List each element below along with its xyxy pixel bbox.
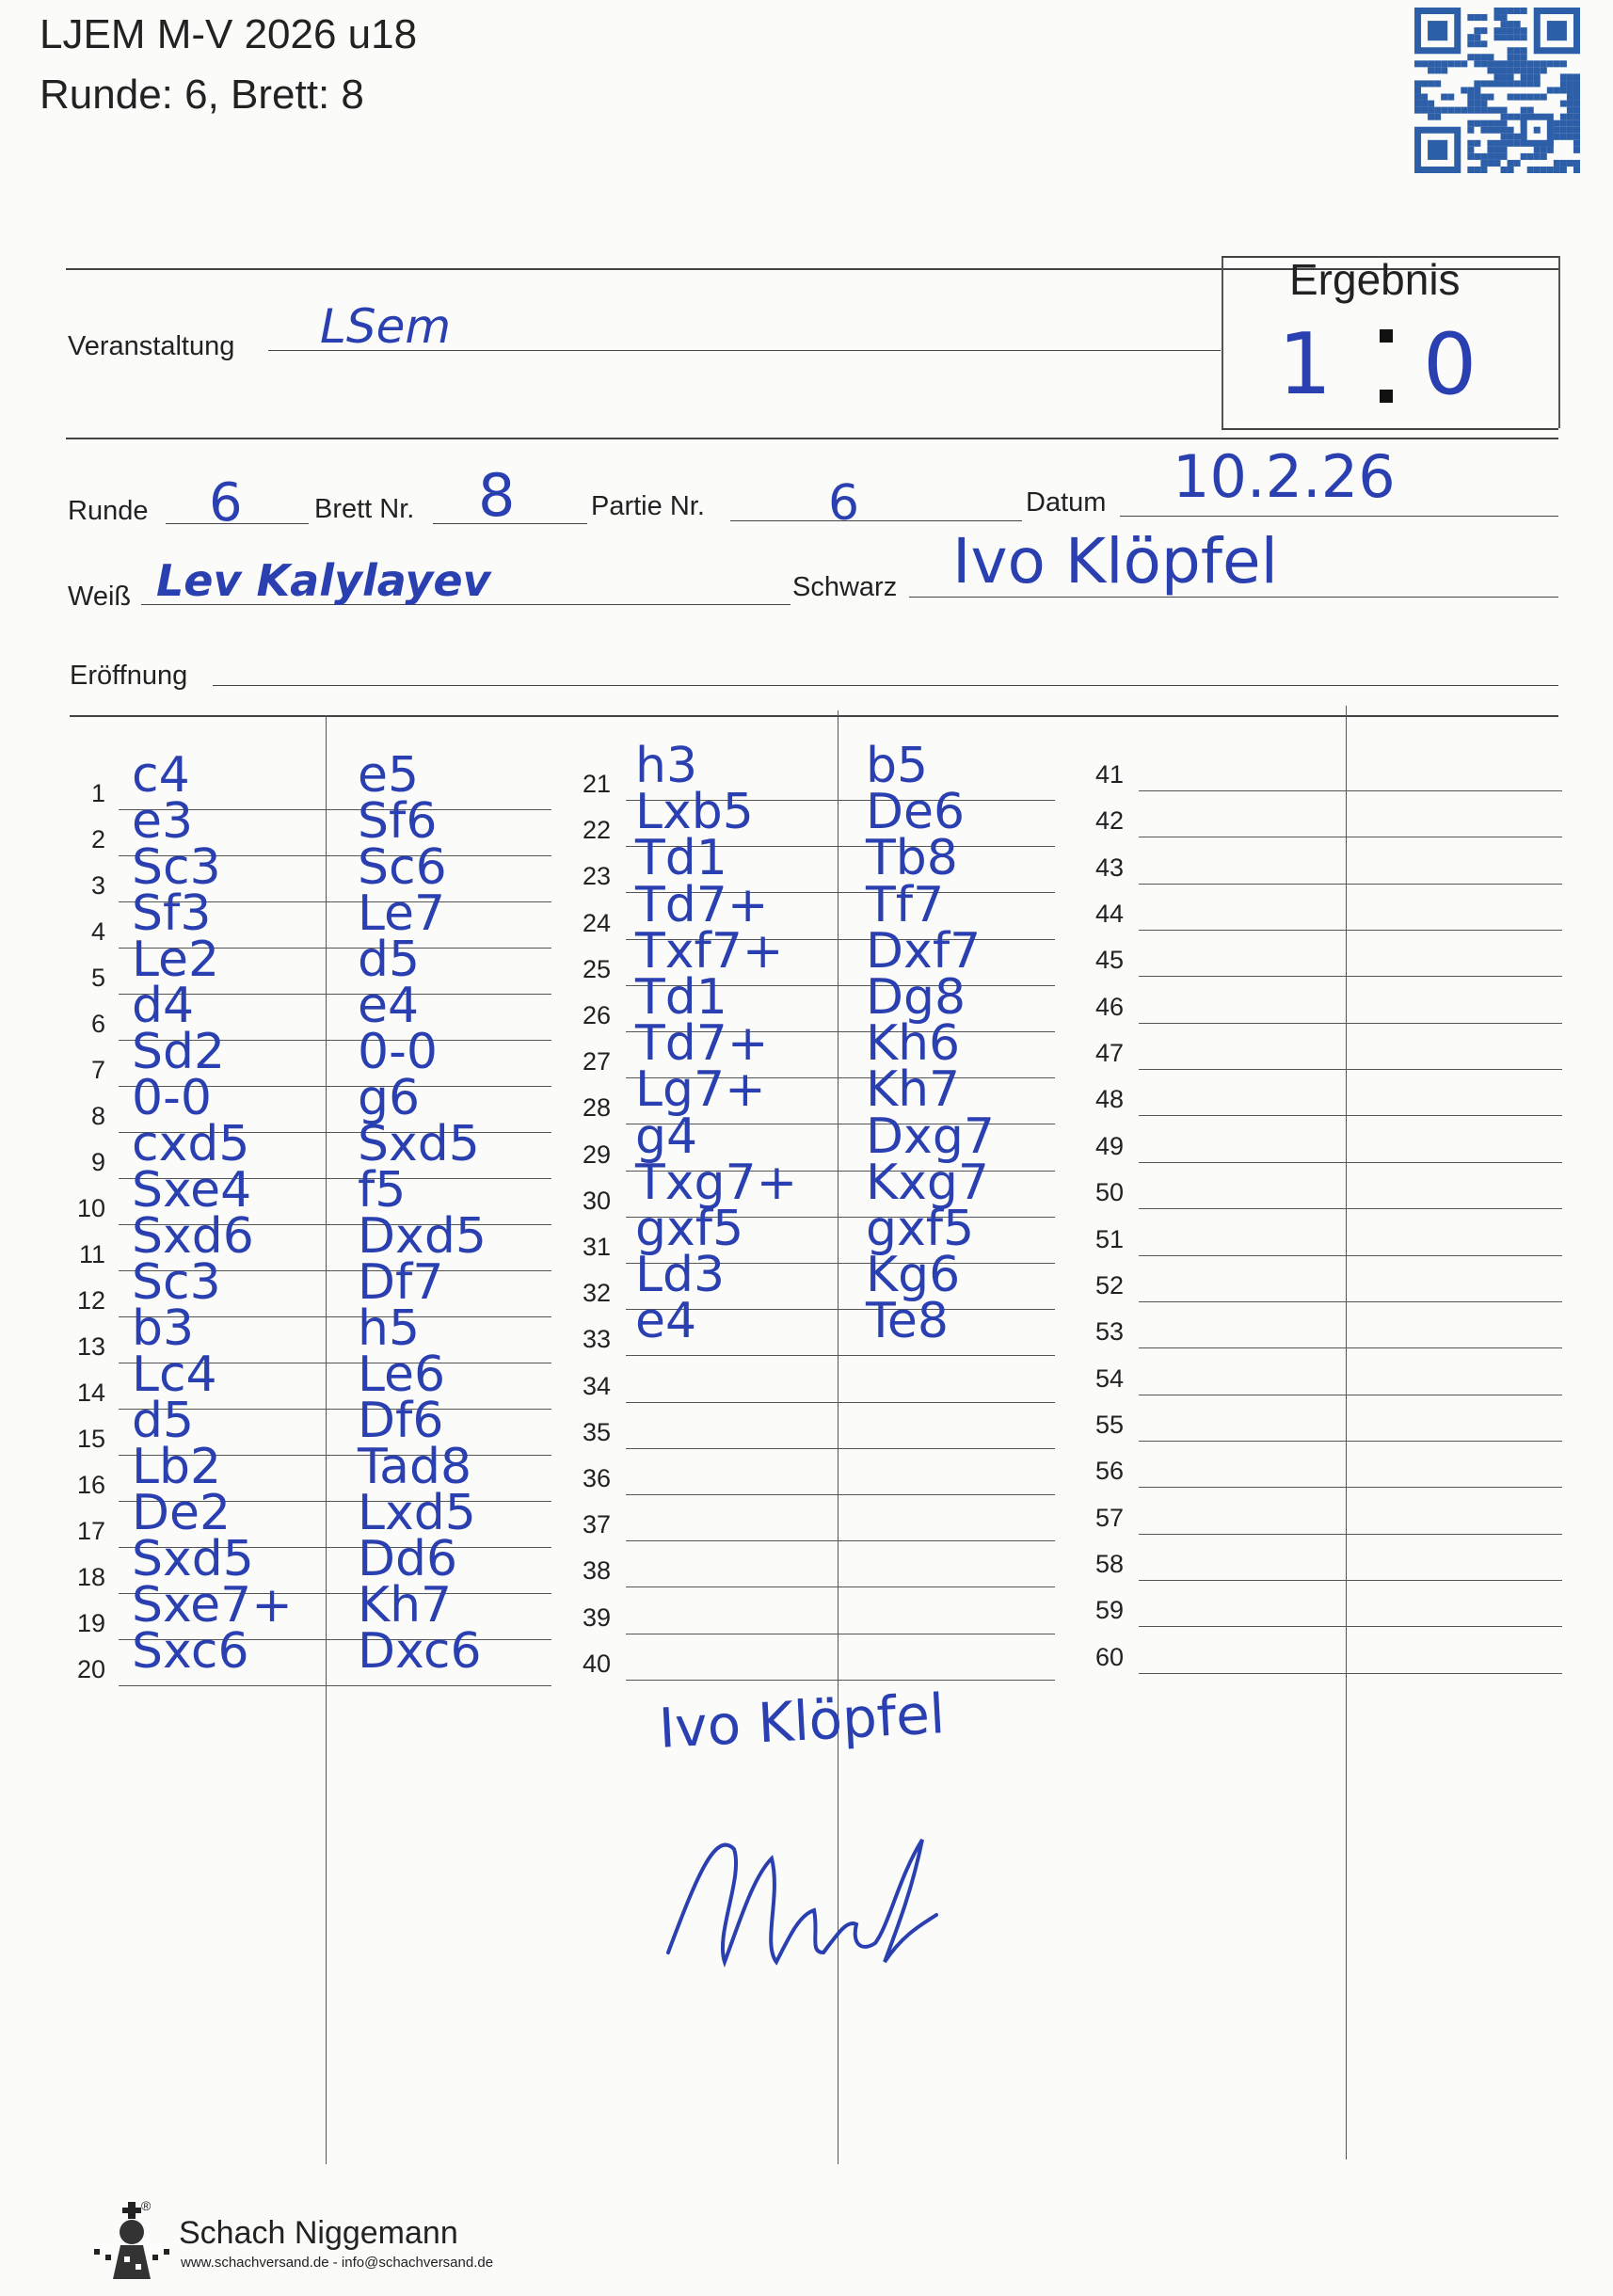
move-number: 16 — [76, 1471, 105, 1499]
move-number: 50 — [1094, 1178, 1124, 1207]
move-number: 18 — [76, 1563, 105, 1591]
chess-king-logo-icon — [94, 2200, 169, 2285]
black-move: Sxd5 — [358, 1116, 480, 1172]
white-move: d4 — [132, 978, 195, 1034]
move-number: 57 — [1094, 1503, 1124, 1532]
opening-label: Eröffnung — [70, 661, 188, 691]
move-row-line — [1139, 790, 1562, 791]
white-move: e4 — [635, 1293, 697, 1350]
result-label: Ergebnis — [1289, 255, 1461, 304]
move-number: 59 — [1094, 1596, 1124, 1625]
move-number: 21 — [582, 770, 611, 798]
black-move: h5 — [358, 1300, 421, 1357]
white-move: Sf3 — [132, 885, 212, 942]
black-move: Le7 — [358, 885, 446, 942]
black-move: Kh7 — [866, 1061, 961, 1119]
game-label: Partie Nr. — [591, 491, 705, 521]
game-value: 6 — [828, 475, 860, 532]
black-move: Tad8 — [358, 1439, 472, 1495]
move-row-line — [119, 1685, 551, 1686]
white-move: Td7+ — [635, 1015, 769, 1073]
footer-reg-mark: ® — [141, 2198, 152, 2213]
move-row-line — [1139, 1441, 1562, 1442]
move-row-line — [1139, 1069, 1562, 1070]
move-number: 19 — [76, 1609, 105, 1637]
white-move: Sxe7+ — [132, 1577, 293, 1634]
board-label: Brett Nr. — [314, 494, 415, 524]
move-row-line — [1139, 1626, 1562, 1627]
move-number: 28 — [582, 1093, 611, 1123]
document-title: LJEM M-V 2026 u18 — [40, 11, 418, 57]
move-row-line — [1139, 976, 1562, 977]
white-move: Sxd5 — [132, 1531, 254, 1587]
black-move: Tf7 — [866, 876, 945, 933]
move-number: 48 — [1094, 1085, 1124, 1114]
move-number: 40 — [582, 1649, 611, 1678]
board-value: 8 — [478, 461, 516, 530]
move-number: 12 — [76, 1286, 105, 1315]
move-row-line — [626, 1448, 1055, 1449]
move-number: 1 — [90, 779, 105, 807]
move-number: 25 — [582, 954, 611, 983]
signature-scribble-icon — [659, 1821, 941, 1990]
white-move: Sc3 — [132, 1254, 221, 1311]
move-row-line — [1139, 1115, 1562, 1116]
event-label: Veranstaltung — [68, 331, 235, 361]
move-number: 38 — [582, 1556, 611, 1586]
white-move: Sxe4 — [132, 1162, 252, 1219]
move-number: 32 — [582, 1279, 611, 1308]
white-move: Txf7+ — [635, 922, 784, 980]
black-move: b5 — [866, 738, 929, 794]
white-move: b3 — [132, 1300, 195, 1357]
move-number: 54 — [1094, 1363, 1124, 1393]
white-move: e3 — [132, 793, 194, 850]
move-number: 44 — [1094, 900, 1124, 929]
move-number: 4 — [90, 917, 105, 946]
move-number: 55 — [1094, 1410, 1124, 1439]
white-move: Td1 — [635, 969, 727, 1026]
black-move: Kxg7 — [866, 1154, 989, 1211]
move-row-line — [1139, 1673, 1562, 1674]
move-number: 37 — [582, 1510, 611, 1539]
footer-brand: Schach Niggemann — [179, 2215, 458, 2251]
move-number: 33 — [582, 1325, 611, 1354]
result-separator — [1380, 329, 1393, 405]
white-move: c4 — [132, 747, 190, 804]
black-move: e5 — [358, 747, 420, 804]
black-move: Kh6 — [866, 1015, 961, 1073]
move-number: 39 — [582, 1602, 611, 1632]
result-white: 1 — [1278, 315, 1333, 414]
footer-contact: www.schachversand.de - info@schachversand.de — [181, 2255, 494, 2271]
move-number: 42 — [1094, 806, 1124, 836]
black-move: gxf5 — [866, 1201, 975, 1257]
black-move: f5 — [358, 1162, 407, 1219]
white-move: Td7+ — [635, 876, 769, 933]
black-move: d5 — [358, 932, 421, 988]
white-move: 0-0 — [132, 1070, 212, 1126]
white-move: h3 — [635, 738, 698, 794]
move-row-line — [1139, 1580, 1562, 1581]
move-row-line — [1139, 1347, 1562, 1348]
black-move: Te8 — [866, 1293, 950, 1350]
black-move: Dd6 — [358, 1531, 458, 1587]
white-move: gxf5 — [635, 1201, 744, 1257]
move-row-line — [1139, 884, 1562, 885]
move-number: 45 — [1094, 946, 1124, 975]
move-number: 24 — [582, 908, 611, 937]
white-move: Sd2 — [132, 1024, 226, 1080]
move-row-line — [626, 1494, 1055, 1495]
black-move: Dxc6 — [358, 1623, 482, 1680]
move-row-line — [626, 1355, 1055, 1356]
white-label: Weiß — [68, 582, 132, 612]
date-value: 10.2.26 — [1173, 442, 1396, 511]
date-label: Datum — [1026, 487, 1107, 518]
move-row-line — [626, 1680, 1055, 1681]
white-move: Sxc6 — [132, 1623, 249, 1680]
move-number: 31 — [582, 1233, 611, 1261]
white-move: g4 — [635, 1108, 698, 1165]
black-move: Kh7 — [358, 1577, 453, 1634]
white-move: Txg7+ — [635, 1154, 798, 1211]
move-number: 34 — [582, 1371, 611, 1400]
white-move: Lb2 — [132, 1439, 222, 1495]
white-move: Le2 — [132, 932, 220, 988]
move-number: 13 — [76, 1332, 105, 1361]
move-number: 10 — [76, 1194, 105, 1222]
black-label: Schwarz — [792, 572, 898, 602]
white-move: Sc3 — [132, 839, 221, 896]
black-move: Sc6 — [358, 839, 447, 896]
result-black: 0 — [1423, 315, 1477, 414]
move-number: 29 — [582, 1140, 611, 1169]
white-move: De2 — [132, 1485, 232, 1541]
white-player-name: Lev Kalylayev — [156, 555, 491, 606]
move-number: 14 — [76, 1379, 105, 1407]
white-move: Td1 — [635, 830, 727, 887]
move-number: 51 — [1094, 1224, 1124, 1253]
round-value: 6 — [209, 472, 243, 534]
white-move: cxd5 — [132, 1116, 250, 1172]
black-move: Df6 — [358, 1393, 444, 1449]
move-number: 17 — [76, 1517, 105, 1545]
document-subtitle: Runde: 6, Brett: 8 — [40, 72, 364, 118]
move-number: 41 — [1094, 760, 1124, 789]
move-number: 30 — [582, 1186, 611, 1215]
move-number: 11 — [78, 1240, 105, 1268]
black-player-name: Ivo Klöpfel — [952, 525, 1278, 598]
move-number: 35 — [582, 1417, 611, 1446]
black-move: g6 — [358, 1070, 421, 1126]
move-number: 23 — [582, 862, 611, 891]
black-move: Dxf7 — [866, 922, 982, 980]
black-move: Dxd5 — [358, 1208, 487, 1265]
white-move: Lxb5 — [635, 784, 754, 841]
move-row-line — [1139, 1255, 1562, 1256]
black-move: De6 — [866, 784, 966, 841]
move-number: 58 — [1094, 1549, 1124, 1578]
move-row-line — [1139, 1487, 1562, 1488]
move-row-line — [626, 1586, 1055, 1587]
move-number: 7 — [90, 1056, 105, 1084]
move-number: 49 — [1094, 1131, 1124, 1160]
move-row-line — [1139, 1301, 1562, 1302]
event-value: LSem — [320, 299, 452, 354]
move-number: 27 — [582, 1047, 611, 1076]
move-number: 46 — [1094, 992, 1124, 1021]
move-number: 3 — [90, 871, 105, 900]
round-label: Runde — [68, 496, 149, 526]
black-move: Lxd5 — [358, 1485, 476, 1541]
move-number: 56 — [1094, 1457, 1124, 1486]
move-number: 15 — [76, 1425, 105, 1453]
black-move: Df7 — [358, 1254, 444, 1311]
white-move: Ld3 — [635, 1247, 726, 1304]
move-row-line — [626, 1540, 1055, 1541]
move-row-line — [626, 1402, 1055, 1403]
white-move: Sxd6 — [132, 1208, 254, 1265]
move-number: 26 — [582, 1001, 611, 1029]
move-number: 9 — [90, 1148, 105, 1176]
black-move: e4 — [358, 978, 420, 1034]
black-move: Tb8 — [866, 830, 958, 887]
move-number: 8 — [90, 1102, 105, 1130]
black-move: Dxg7 — [866, 1108, 995, 1165]
move-number: 22 — [582, 816, 611, 845]
move-row-line — [1139, 1023, 1562, 1024]
black-move: Kg6 — [866, 1247, 961, 1304]
move-number: 53 — [1094, 1317, 1124, 1347]
move-number: 60 — [1094, 1642, 1124, 1671]
move-row-line — [1139, 1208, 1562, 1209]
move-number: 5 — [90, 964, 105, 992]
move-number: 6 — [90, 1010, 105, 1038]
move-number: 36 — [582, 1464, 611, 1492]
black-move: 0-0 — [358, 1024, 438, 1080]
move-number: 20 — [76, 1655, 105, 1683]
move-row-line — [1139, 1162, 1562, 1163]
move-number: 47 — [1094, 1039, 1124, 1068]
white-move: d5 — [132, 1393, 195, 1449]
move-number: 2 — [90, 825, 105, 853]
black-move: Le6 — [358, 1347, 446, 1403]
black-move: Dg8 — [866, 969, 966, 1026]
black-signature: Ivo Klöpfel — [657, 1682, 947, 1761]
move-row-line — [1139, 930, 1562, 931]
move-number: 52 — [1094, 1270, 1124, 1299]
black-move: Sf6 — [358, 793, 438, 850]
move-row-line — [1139, 1534, 1562, 1535]
white-move: Lc4 — [132, 1347, 217, 1403]
qr-code-icon — [1414, 8, 1580, 173]
white-move: Lg7+ — [635, 1061, 766, 1119]
move-number: 43 — [1094, 853, 1124, 882]
